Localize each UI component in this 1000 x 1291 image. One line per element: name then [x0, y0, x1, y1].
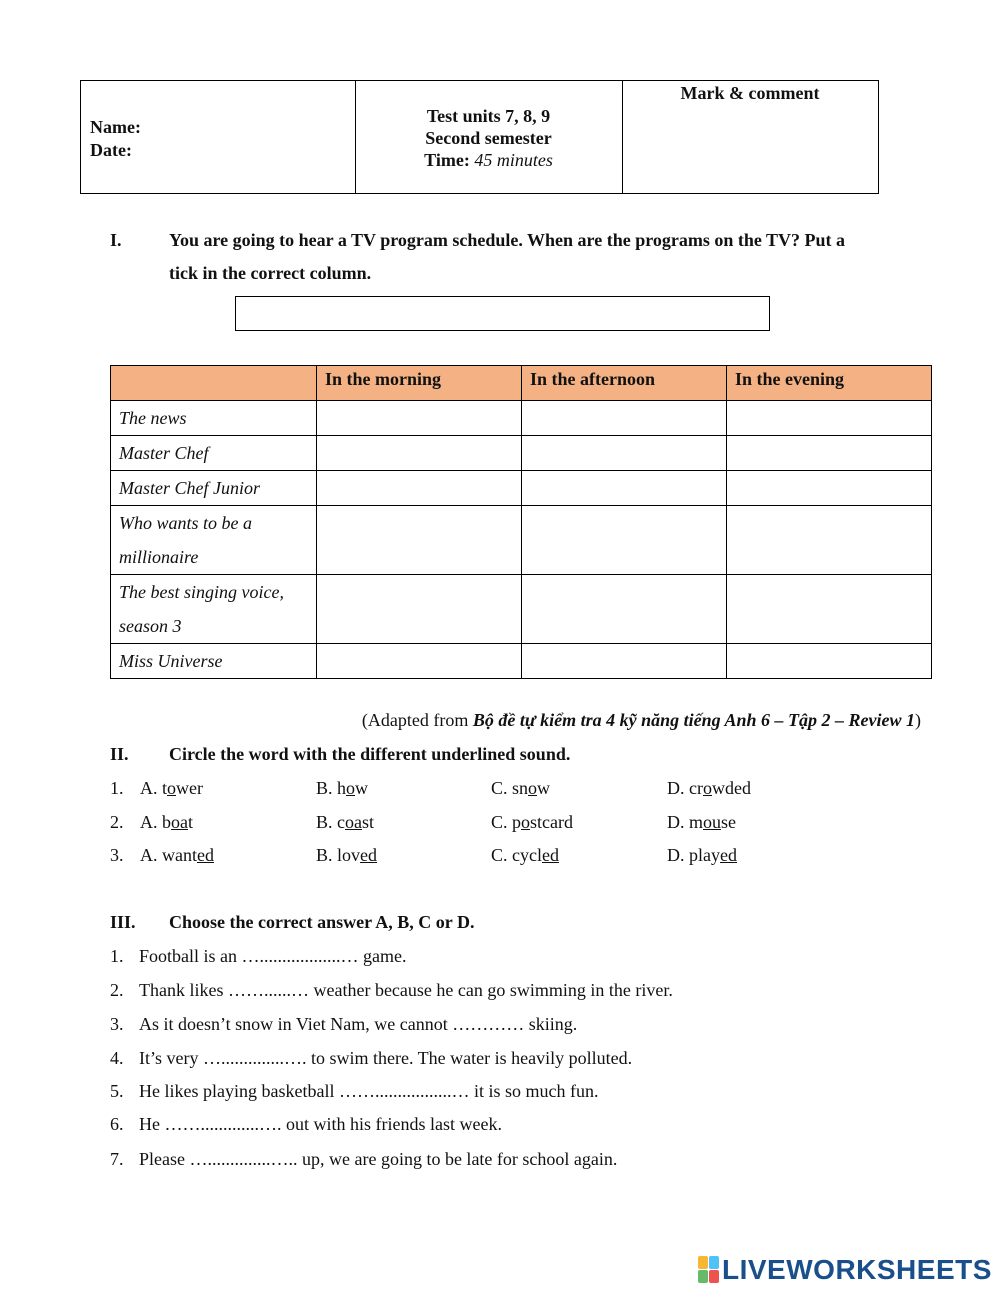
tick-cell-morning[interactable] — [317, 575, 522, 644]
underlined-sound: ed — [720, 845, 737, 865]
section-3-number: III. — [110, 912, 136, 932]
underlined-sound: o — [702, 778, 712, 798]
question-text: He likes playing basketball …….................… it is so much fun. — [139, 1081, 599, 1101]
question-text: Football is an …..................… game. — [139, 946, 407, 966]
logo-text: LIVEWORKSHEETS — [722, 1254, 992, 1285]
question-number: 2. — [110, 980, 124, 1000]
table-header-row — [111, 366, 932, 401]
tick-cell-afternoon[interactable] — [522, 401, 727, 436]
time-value: 45 minutes — [474, 150, 553, 170]
word-option[interactable] — [491, 778, 550, 799]
word-option[interactable] — [491, 845, 559, 866]
source-citation — [362, 710, 921, 731]
word-option[interactable] — [491, 812, 573, 833]
mark-comment-label: Mark & comment — [680, 83, 820, 103]
liveworksheets-logo-icon — [698, 1256, 720, 1284]
underlined-sound: ed — [360, 845, 378, 865]
question-item — [110, 1081, 598, 1102]
question-number: 7. — [110, 1149, 124, 1169]
option-text: C. p — [491, 812, 522, 832]
column-header-evening: In the evening — [727, 366, 932, 401]
program-name-text: Miss Universe — [119, 651, 223, 671]
program-name-text: The best singing voice, — [119, 582, 284, 602]
tick-cell-evening[interactable] — [727, 471, 932, 506]
word-option[interactable] — [140, 845, 214, 866]
table-row — [111, 644, 932, 679]
table-row — [111, 506, 932, 575]
tick-cell-morning[interactable] — [317, 506, 522, 575]
option-text: C. cycl — [491, 845, 542, 865]
underlined-sound: ed — [542, 845, 559, 865]
tick-cell-morning[interactable] — [317, 436, 522, 471]
tick-cell-afternoon[interactable] — [522, 471, 727, 506]
program-name — [111, 471, 317, 506]
option-row-number: 3. — [110, 845, 124, 865]
tick-cell-evening[interactable] — [727, 575, 932, 644]
option-text: wded — [711, 778, 751, 798]
underlined-sound: oa — [345, 812, 362, 832]
tick-cell-evening[interactable] — [727, 506, 932, 575]
option-text: B. c — [316, 812, 345, 832]
tv-schedule-table — [110, 365, 932, 679]
question-number: 1. — [110, 946, 124, 966]
name-label: Name: — [90, 117, 141, 137]
time-label: Time: — [424, 150, 470, 170]
option-text: A. b — [140, 812, 171, 832]
question-item — [110, 1014, 577, 1035]
test-info-cell — [355, 81, 623, 193]
question-item — [110, 980, 673, 1001]
program-name — [111, 401, 317, 436]
tick-cell-afternoon[interactable] — [522, 575, 727, 644]
underlined-sound: oa — [171, 812, 188, 832]
question-item — [110, 1114, 502, 1135]
column-header-afternoon: In the afternoon — [522, 366, 727, 401]
table-row — [111, 401, 932, 436]
program-name-text-line2: season 3 — [119, 616, 182, 636]
option-text: w — [355, 778, 369, 798]
column-header-morning: In the morning — [317, 366, 522, 401]
word-option[interactable] — [316, 845, 377, 866]
program-name — [111, 644, 317, 679]
word-option[interactable] — [667, 812, 736, 833]
table-row — [111, 575, 932, 644]
tick-cell-evening[interactable] — [727, 401, 932, 436]
table-row — [111, 436, 932, 471]
option-text: B. lov — [316, 845, 361, 865]
question-item — [110, 946, 406, 967]
source-prefix: (Adapted from — [361, 710, 473, 730]
underlined-sound: o — [521, 812, 531, 832]
option-text: A. want — [140, 845, 197, 865]
option-text: A. t — [140, 778, 167, 798]
question-text: Thank likes ……......… weather because he can go swimming in the river. — [139, 980, 673, 1000]
option-text: st — [362, 812, 375, 832]
option-text: D. cr — [667, 778, 703, 798]
tick-cell-afternoon[interactable] — [522, 436, 727, 471]
option-text: stcard — [530, 812, 573, 832]
program-name-text: Master Chef — [119, 443, 209, 463]
option-text: D. play — [667, 845, 720, 865]
tick-cell-morning[interactable] — [317, 644, 522, 679]
section-3-instruction: Choose the correct answer A, B, C or D. — [169, 912, 475, 932]
section-2-instruction: Circle the word with the different underlined sound. — [169, 744, 571, 764]
word-option[interactable] — [316, 812, 374, 833]
header-empty-cell — [111, 366, 317, 401]
question-number: 6. — [110, 1114, 124, 1134]
word-option[interactable] — [140, 812, 193, 833]
option-text: D. m — [667, 812, 703, 832]
section-1-instruction-line1: You are going to hear a TV program schedule. When are the programs on the TV? Put a — [169, 230, 846, 250]
mark-comment-cell — [622, 81, 878, 193]
tick-cell-morning[interactable] — [317, 471, 522, 506]
table-row — [111, 471, 932, 506]
program-name-text: Who wants to be a — [119, 513, 252, 533]
word-option[interactable] — [667, 778, 751, 799]
program-name-text: Master Chef Junior — [119, 478, 260, 498]
question-text: Please …..............….. up, we are going to be late for school again. — [139, 1149, 618, 1169]
option-text: C. sn — [491, 778, 529, 798]
question-item — [110, 1048, 632, 1069]
name-date-cell — [81, 81, 356, 193]
section-1-instruction-line2: tick in the correct column. — [169, 263, 372, 283]
question-number: 4. — [110, 1048, 124, 1068]
program-name — [111, 506, 317, 575]
question-text: As it doesn’t snow in Viet Nam, we cannot ………… skiing. — [139, 1014, 578, 1034]
date-label: Date: — [90, 140, 132, 160]
underlined-sound: o — [346, 778, 356, 798]
word-option[interactable] — [140, 778, 203, 799]
section-1-number: I. — [110, 230, 122, 250]
source-suffix: ) — [915, 710, 921, 730]
program-name — [111, 575, 317, 644]
option-row-number: 2. — [110, 812, 124, 832]
section-2-number: II. — [110, 744, 129, 764]
question-number: 3. — [110, 1014, 124, 1034]
question-text: He …….............…. out with his friends last week. — [139, 1114, 502, 1134]
question-text: It’s very …..............…. to swim there. The water is heavily polluted. — [139, 1048, 633, 1068]
test-title: Test units 7, 8, 9 — [426, 106, 551, 126]
program-name — [111, 436, 317, 471]
tick-cell-afternoon[interactable] — [522, 506, 727, 575]
semester-label: Second semester — [425, 128, 552, 148]
time-line — [355, 150, 622, 171]
underlined-sound: ed — [197, 845, 214, 865]
program-name-text-line2: millionaire — [119, 547, 199, 567]
word-option[interactable] — [316, 778, 368, 799]
option-text: t — [188, 812, 194, 832]
option-text: w — [537, 778, 551, 798]
option-text: wer — [176, 778, 203, 798]
source-title: Bộ đề tự kiểm tra 4 kỹ năng tiếng Anh 6 – Tập 2 – Review 1 — [472, 710, 915, 730]
question-item — [110, 1149, 617, 1170]
answer-input-box[interactable] — [235, 296, 770, 331]
underlined-sound: o — [528, 778, 538, 798]
tick-cell-evening[interactable] — [727, 436, 932, 471]
word-option[interactable] — [667, 845, 737, 866]
header-table — [80, 80, 879, 194]
question-number: 5. — [110, 1081, 124, 1101]
tick-cell-evening[interactable] — [727, 644, 932, 679]
option-text: se — [721, 812, 736, 832]
tick-cell-afternoon[interactable] — [522, 644, 727, 679]
underlined-sound: o — [167, 778, 176, 798]
option-text: B. h — [316, 778, 347, 798]
program-name-text: The news — [119, 408, 187, 428]
liveworksheets-logo[interactable] — [698, 1254, 992, 1286]
option-row-number: 1. — [110, 778, 124, 798]
underlined-sound: ou — [703, 812, 721, 832]
tick-cell-morning[interactable] — [317, 401, 522, 436]
